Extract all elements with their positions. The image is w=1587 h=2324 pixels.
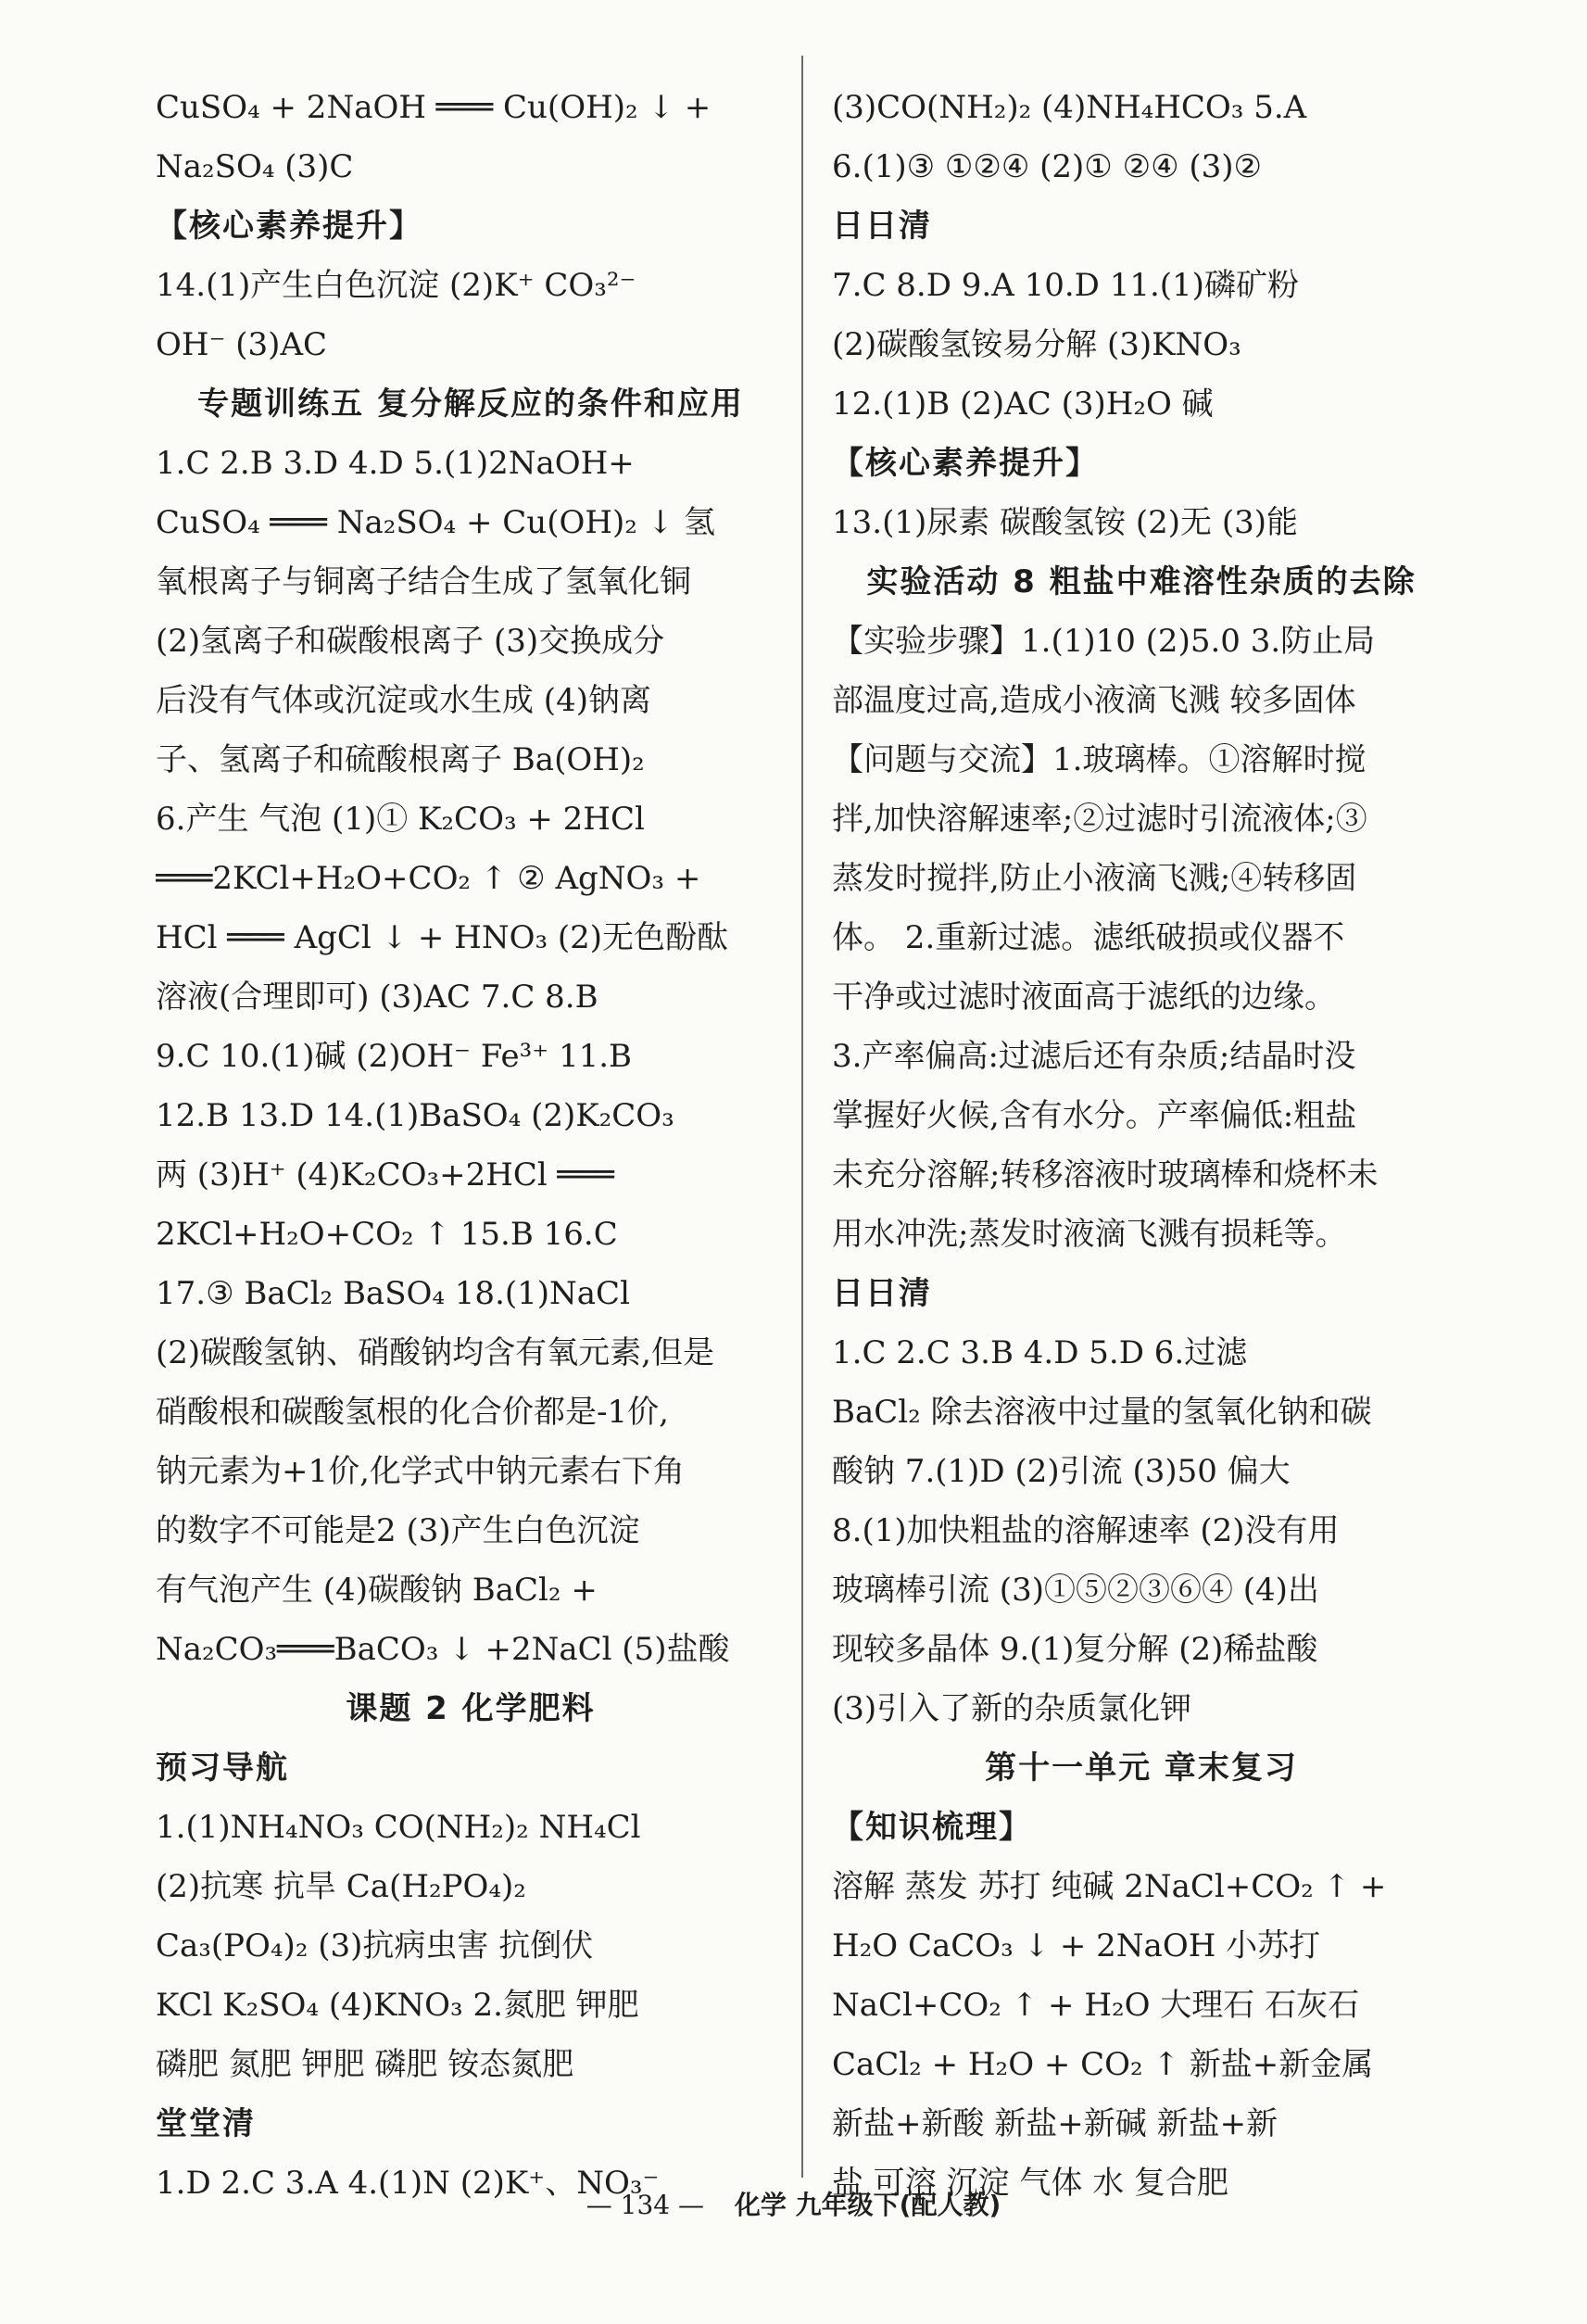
answer-line: 的数字不可能是2 (3)产生白色沉淀 (156, 1512, 640, 1549)
answer-line: 溶解 蒸发 苏打 纯碱 2NaCl+CO₂ ↑ + (832, 1868, 1387, 1905)
answer-line: 新盐+新酸 新盐+新碱 新盐+新 (832, 2105, 1278, 2142)
answer-line: 磷肥 氮肥 钾肥 磷肥 铵态氮肥 (156, 2046, 574, 2083)
answer-line: 12.B 13.D 14.(1)BaSO₄ (2)K₂CO₃ (156, 1097, 674, 1134)
answer-line: Ca₃(PO₄)₂ (3)抗病虫害 抗倒伏 (156, 1927, 594, 1964)
answer-line: 12.(1)B (2)AC (3)H₂O 碱 (832, 385, 1214, 423)
section-title: 课题 2 化学肥料 (346, 1690, 596, 1727)
section-heading: 日日清 (832, 208, 932, 245)
answer-line: 【问题与交流】1.玻璃棒。①溶解时搅 (832, 741, 1367, 778)
answer-line: 蒸发时搅拌,防止小液滴飞溅;④转移固 (832, 860, 1357, 897)
answer-line: 酸钠 7.(1)D (2)引流 (3)50 偏大 (832, 1453, 1291, 1490)
answer-line: 溶液(合理即可) (3)AC 7.C 8.B (156, 979, 598, 1016)
left-column (156, 78, 786, 2213)
answer-line: Na₂CO₃═══BaCO₃ ↓ +2NaCl (5)盐酸 (156, 1631, 730, 1668)
answer-line: 1.D 2.C 3.A 4.(1)N (2)K⁺、NO₃⁻ (156, 2165, 660, 2202)
section-heading: 堂堂清 (156, 2105, 256, 2142)
column-divider (801, 56, 803, 2178)
answer-line: (2)碳酸氢钠、硝酸钠均含有氧元素,但是 (156, 1334, 714, 1371)
answer-line: 13.(1)尿素 碳酸氢铵 (2)无 (3)能 (832, 504, 1298, 541)
section-heading: 预习导航 (156, 1749, 289, 1787)
answer-line: NaCl+CO₂ ↑ + H₂O 大理石 石灰石 (832, 1987, 1360, 2024)
answer-line: 未充分溶解;转移溶液时玻璃棒和烧杯未 (832, 1156, 1379, 1194)
answer-line: 14.(1)产生白色沉淀 (2)K⁺ CO₃²⁻ (156, 267, 636, 304)
answer-line: CaCl₂ + H₂O + CO₂ ↑ 新盐+新金属 (832, 2046, 1374, 2083)
answer-line: KCl K₂SO₄ (4)KNO₃ 2.氮肥 钾肥 (156, 1987, 639, 2024)
answer-line: (3)CO(NH₂)₂ (4)NH₄HCO₃ 5.A (832, 89, 1307, 126)
answer-line: 8.(1)加快粗盐的溶解速率 (2)没有用 (832, 1512, 1340, 1549)
answer-line: 玻璃棒引流 (3)①⑤②③⑥④ (4)出 (832, 1572, 1319, 1609)
section-title: 专题训练五 复分解反应的条件和应用 (197, 385, 744, 423)
answer-line: 1.(1)NH₄NO₃ CO(NH₂)₂ NH₄Cl (156, 1809, 641, 1846)
answer-line: HCl ═══ AgCl ↓ + HNO₃ (2)无色酚酞 (156, 919, 729, 956)
answer-line: (3)引入了新的杂质氯化钾 (832, 1690, 1192, 1727)
answer-line: ═══2KCl+H₂O+CO₂ ↑ ② AgNO₃ + (156, 860, 701, 897)
answer-line: 有气泡产生 (4)碳酸钠 BaCl₂ + (156, 1572, 598, 1609)
answer-line: BaCl₂ 除去溶液中过量的氢氧化钠和碳 (832, 1394, 1372, 1431)
answer-line: OH⁻ (3)AC (156, 326, 328, 363)
answer-line: 部温度过高,造成小液滴飞溅 较多固体 (832, 682, 1356, 719)
answer-line: 3.产率偏高:过滤后还有杂质;结晶时没 (832, 1038, 1356, 1075)
right-column (832, 78, 1451, 2213)
answer-line: 后没有气体或沉淀或水生成 (4)钠离 (156, 682, 651, 719)
answer-line: 硝酸根和碳酸氢根的化合价都是-1价, (156, 1394, 669, 1431)
answer-line: 9.C 10.(1)碱 (2)OH⁻ Fe³⁺ 11.B (156, 1038, 633, 1075)
answer-line: 1.C 2.B 3.D 4.D 5.(1)2NaOH+ (156, 445, 635, 482)
answer-line: (2)抗寒 抗旱 Ca(H₂PO₄)₂ (156, 1868, 526, 1905)
answer-line: 17.③ BaCl₂ BaSO₄ 18.(1)NaCl (156, 1275, 630, 1312)
answer-line: 盐 可溶 沉淀 气体 水 复合肥 (832, 2165, 1229, 2202)
answer-line: 掌握好火候,含有水分。产率偏低:粗盐 (832, 1097, 1357, 1134)
section-heading: 【知识梳理】 (832, 1809, 1032, 1846)
answer-line: Na₂SO₄ (3)C (156, 148, 354, 185)
answer-line: CuSO₄ ═══ Na₂SO₄ + Cu(OH)₂ ↓ 氢 (156, 504, 715, 541)
section-heading: 日日清 (832, 1275, 932, 1312)
subject-label: 化学 九年级下(配人教) (734, 2190, 1001, 2220)
answer-line: (2)碳酸氢铵易分解 (3)KNO₃ (832, 326, 1241, 363)
answer-line: 用水冲洗;蒸发时液滴飞溅有损耗等。 (832, 1216, 1347, 1253)
section-title: 实验活动 8 粗盐中难溶性杂质的去除 (866, 563, 1417, 600)
answer-line: 1.C 2.C 3.B 4.D 5.D 6.过滤 (832, 1334, 1248, 1371)
answer-line: 7.C 8.D 9.A 10.D 11.(1)磷矿粉 (832, 267, 1299, 304)
section-heading: 【核心素养提升】 (832, 445, 1099, 482)
answer-line: 干净或过滤时液面高于滤纸的边缘。 (832, 979, 1336, 1016)
answer-line: 2KCl+H₂O+CO₂ ↑ 15.B 16.C (156, 1216, 618, 1253)
answer-line: 拌,加快溶解速率;②过滤时引流液体;③ (832, 801, 1367, 838)
answer-line: 【实验步骤】1.(1)10 (2)5.0 3.防止局 (832, 623, 1376, 660)
answer-line: 氧根离子与铜离子结合生成了氢氧化铜 (156, 563, 691, 600)
section-heading: 【核心素养提升】 (156, 208, 422, 245)
answer-line: 6.产生 气泡 (1)① K₂CO₃ + 2HCl (156, 801, 645, 838)
answer-line: 6.(1)③ ①②④ (2)① ②④ (3)② (832, 148, 1262, 185)
answer-line: 钠元素为+1价,化学式中钠元素右下角 (156, 1453, 685, 1490)
answer-line: CuSO₄ + 2NaOH ═══ Cu(OH)₂ ↓ + (156, 89, 712, 126)
answer-line: 现较多晶体 9.(1)复分解 (2)稀盐酸 (832, 1631, 1318, 1668)
answer-line: H₂O CaCO₃ ↓ + 2NaOH 小苏打 (832, 1927, 1321, 1964)
page-footer (0, 2187, 1587, 2224)
answer-line: 体。 2.重新过滤。滤纸破损或仪器不 (832, 919, 1345, 956)
section-title: 第十一单元 章末复习 (985, 1749, 1298, 1787)
answer-line: (2)氢离子和碳酸根离子 (3)交换成分 (156, 623, 665, 660)
page-number: — 134 — (586, 2190, 704, 2220)
answer-line: 两 (3)H⁺ (4)K₂CO₃+2HCl ═══ (156, 1156, 614, 1194)
answer-line: 子、氢离子和硫酸根离子 Ba(OH)₂ (156, 741, 645, 778)
